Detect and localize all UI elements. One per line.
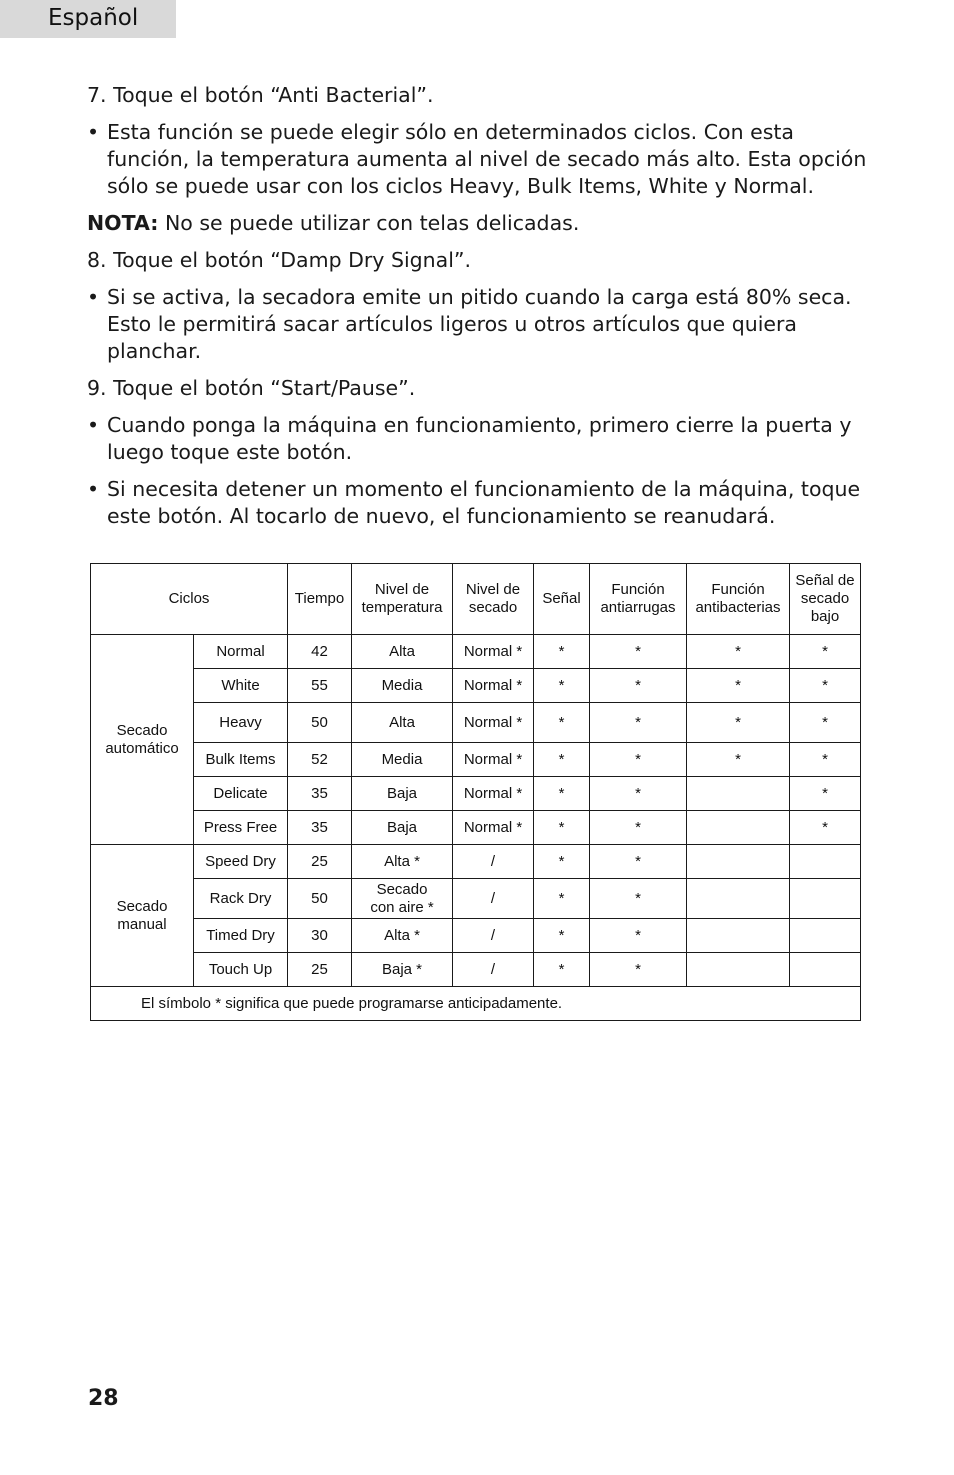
step-8: 8. Toque el botón “Damp Dry Signal”. (87, 248, 472, 272)
table-row (91, 845, 861, 879)
cell-signal: * (534, 811, 590, 845)
cell-temp: Alta * (352, 919, 453, 953)
language-label: Español (48, 5, 139, 31)
table-row (91, 635, 861, 669)
bullet-text: Si se activa, la secadora emite un pitido cuando la carga está 80% seca. Esto le permitirá sacar artículos ligeros u otros artículos que quiera planchar. (107, 285, 852, 363)
header-ciclos: Ciclos (91, 564, 288, 635)
header-tiempo: Tiempo (288, 564, 352, 635)
bullet-text: Esta función se puede elegir sólo en determinados ciclos. Con esta función, la temperatura aumenta al nivel de secado más alto. Esta opción sólo se puede usar con los ciclos Heavy, Bulk Items, White y Normal. (107, 120, 867, 198)
page-number: 28 (88, 1386, 119, 1411)
cell-time: 25 (288, 845, 352, 879)
bullet-text: Si necesita detener un momento el funcionamiento de la máquina, toque este botón. Al tocarlo de nuevo, el funcionamiento se reanudará. (107, 477, 861, 528)
nota (87, 210, 877, 237)
cell-time: 52 (288, 743, 352, 777)
step-9: 9. Toque el botón “Start/Pause”. (87, 376, 416, 400)
nota-text: No se puede utilizar con telas delicadas. (158, 211, 580, 235)
cell-temp: Media (352, 669, 453, 703)
cell-antibac: * (687, 669, 790, 703)
cell-antibac (687, 953, 790, 987)
cell-cycle: Timed Dry (194, 919, 288, 953)
cell-anti: * (590, 777, 687, 811)
cell-cycle: Heavy (194, 703, 288, 743)
cell-signal: * (534, 919, 590, 953)
cell-time: 50 (288, 703, 352, 743)
bullet-mark: • (87, 413, 100, 437)
header-senal-secado-bajo: Señal de secado bajo (790, 564, 861, 635)
cell-low (790, 879, 861, 919)
table-row (91, 919, 861, 953)
table-note-row (91, 987, 861, 1021)
cell-time: 50 (288, 879, 352, 919)
cell-signal: * (534, 777, 590, 811)
cell-signal: * (534, 845, 590, 879)
cell-signal: * (534, 703, 590, 743)
cycles-table (90, 563, 861, 1021)
cell-low: * (790, 635, 861, 669)
group-secado-manual: Secado manual (91, 845, 194, 987)
cell-cycle: Bulk Items (194, 743, 288, 777)
cell-anti: * (590, 845, 687, 879)
header-secado: Nivel de secado (453, 564, 534, 635)
cell-antibac: * (687, 635, 790, 669)
cell-anti: * (590, 811, 687, 845)
cell-low: * (790, 703, 861, 743)
bullet-anti-bacterial (87, 119, 877, 200)
nota-label: NOTA: (87, 211, 159, 235)
cell-temp: Media (352, 743, 453, 777)
cell-low (790, 845, 861, 879)
bullet-start (87, 412, 877, 466)
cell-cycle: Speed Dry (194, 845, 288, 879)
cell-temp: Alta (352, 635, 453, 669)
cell-dry: Normal * (453, 635, 534, 669)
cell-anti: * (590, 669, 687, 703)
cell-anti: * (590, 703, 687, 743)
cell-cycle: Press Free (194, 811, 288, 845)
cell-low: * (790, 743, 861, 777)
cell-signal: * (534, 743, 590, 777)
cell-low: * (790, 669, 861, 703)
header-antibacterias: Función antibacterias (687, 564, 790, 635)
cell-dry: Normal * (453, 811, 534, 845)
cell-cycle: Touch Up (194, 953, 288, 987)
cell-dry: / (453, 919, 534, 953)
cell-dry: Normal * (453, 669, 534, 703)
cell-cycle: White (194, 669, 288, 703)
cell-antibac: * (687, 743, 790, 777)
cell-temp: Alta (352, 703, 453, 743)
cell-anti: * (590, 953, 687, 987)
cell-antibac (687, 777, 790, 811)
cell-temp: Baja * (352, 953, 453, 987)
cell-anti: * (590, 743, 687, 777)
cell-signal: * (534, 669, 590, 703)
cell-low (790, 919, 861, 953)
cell-time: 25 (288, 953, 352, 987)
cell-dry: Normal * (453, 703, 534, 743)
cell-antibac (687, 811, 790, 845)
cell-low: * (790, 811, 861, 845)
bullet-mark: • (87, 120, 100, 144)
cell-time: 42 (288, 635, 352, 669)
table-row (91, 879, 861, 919)
cell-signal: * (534, 635, 590, 669)
cell-antibac (687, 919, 790, 953)
cell-time: 55 (288, 669, 352, 703)
table-row (91, 777, 861, 811)
table-row (91, 669, 861, 703)
cell-anti: * (590, 879, 687, 919)
cell-temp: Baja (352, 811, 453, 845)
cell-antibac (687, 845, 790, 879)
cell-signal: * (534, 879, 590, 919)
cell-temp: Baja (352, 777, 453, 811)
cell-signal: * (534, 953, 590, 987)
bullet-damp-dry (87, 284, 877, 365)
cell-dry: Normal * (453, 777, 534, 811)
step-7: 7. Toque el botón “Anti Bacterial”. (87, 83, 434, 107)
table-row (91, 743, 861, 777)
cell-antibac (687, 879, 790, 919)
cell-time: 35 (288, 777, 352, 811)
header-antiarrugas: Función antiarrugas (590, 564, 687, 635)
instructions (87, 82, 877, 540)
cell-low: * (790, 777, 861, 811)
group-secado-automatico: Secado automático (91, 635, 194, 845)
cell-dry: Normal * (453, 743, 534, 777)
cell-temp: Secado con aire * (352, 879, 453, 919)
cell-time: 35 (288, 811, 352, 845)
cell-dry: / (453, 879, 534, 919)
bullet-mark: • (87, 477, 100, 501)
table-row (91, 703, 861, 743)
cell-anti: * (590, 919, 687, 953)
header-senal: Señal (534, 564, 590, 635)
bullet-mark: • (87, 285, 100, 309)
table-note: El símbolo * significa que puede programarse anticipadamente. (91, 987, 861, 1021)
cell-anti: * (590, 635, 687, 669)
cell-temp: Alta * (352, 845, 453, 879)
cell-dry: / (453, 953, 534, 987)
cell-time: 30 (288, 919, 352, 953)
header-temperatura: Nivel de temperatura (352, 564, 453, 635)
cell-cycle: Delicate (194, 777, 288, 811)
language-tab (0, 0, 176, 38)
cell-cycle: Rack Dry (194, 879, 288, 919)
cell-low (790, 953, 861, 987)
table-row (91, 953, 861, 987)
bullet-text: Cuando ponga la máquina en funcionamiento, primero cierre la puerta y luego toque este botón. (107, 413, 852, 464)
bullet-pause (87, 476, 877, 530)
cell-antibac: * (687, 703, 790, 743)
table-row (91, 811, 861, 845)
table-header-row (91, 564, 861, 635)
cell-cycle: Normal (194, 635, 288, 669)
cell-dry: / (453, 845, 534, 879)
